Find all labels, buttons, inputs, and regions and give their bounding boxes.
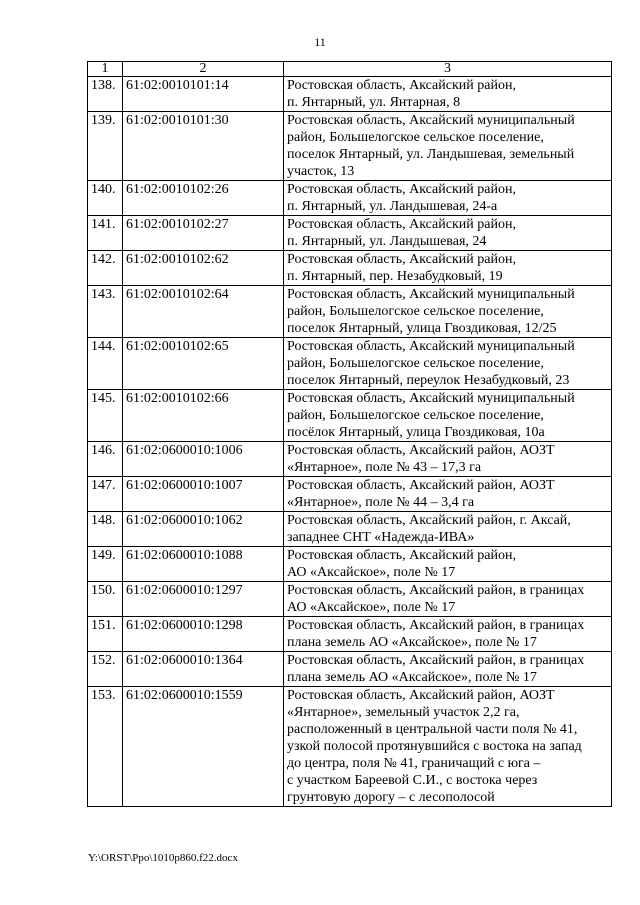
- cadastral-number-cell: 61:02:0600010:1007: [123, 477, 284, 512]
- row-number-cell: 148.: [88, 512, 123, 547]
- cadastral-number-cell: 61:02:0010102:26: [123, 181, 284, 216]
- address-cell: Ростовская область, Аксайский муниципальный район, Большелогское сельское поселение, поселок Янтарный, ул. Ландышевая, земельный участок, 13: [284, 112, 612, 181]
- table-row: [88, 547, 612, 582]
- row-number-cell: 151.: [88, 617, 123, 652]
- address-cell: Ростовская область, Аксайский муниципальный район, Большелогское сельское поселение, поселок Янтарный, улица Гвоздиковая, 12/25: [284, 286, 612, 338]
- table-row: [88, 617, 612, 652]
- table-row: [88, 286, 612, 338]
- address-cell: Ростовская область, Аксайский район, АО «Аксайское», поле № 17: [284, 547, 612, 582]
- address-cell: Ростовская область, Аксайский район, АОЗТ «Янтарное», поле № 44 – 3,4 га: [284, 477, 612, 512]
- row-number-cell: 141.: [88, 216, 123, 251]
- row-number-cell: 140.: [88, 181, 123, 216]
- row-number-cell: 139.: [88, 112, 123, 181]
- cadastral-number-cell: 61:02:0600010:1364: [123, 652, 284, 687]
- cadastral-number-cell: 61:02:0010102:66: [123, 390, 284, 442]
- table-row: [88, 687, 612, 807]
- column-header-1: 1: [88, 62, 123, 77]
- address-cell: Ростовская область, Аксайский муниципальный район, Большелогское сельское поселение, поселок Янтарный, переулок Незабудковый, 23: [284, 338, 612, 390]
- address-cell: Ростовская область, Аксайский район, АОЗТ «Янтарное», поле № 43 – 17,3 га: [284, 442, 612, 477]
- file-path-footer: Y:\ORST\Ppo\1010p860.f22.docx: [88, 852, 238, 864]
- address-cell: Ростовская область, Аксайский район, в границах плана земель АО «Аксайское», поле № 17: [284, 652, 612, 687]
- address-cell: Ростовская область, Аксайский район, п. Янтарный, ул. Ландышевая, 24-а: [284, 181, 612, 216]
- cadastral-number-cell: 61:02:0600010:1088: [123, 547, 284, 582]
- row-number-cell: 150.: [88, 582, 123, 617]
- land-plots-table: [87, 61, 612, 807]
- address-cell: Ростовская область, Аксайский район, АОЗТ «Янтарное», земельный участок 2,2 га, расположенный в центральной части поля № 41, узкой полосой протянувшийся с востока на запад до центра, поля № 41, граничащий с юга – с участком Бареевой С.И., с востока через грунтовую дорогу – с лесополосой: [284, 687, 612, 807]
- row-number-cell: 146.: [88, 442, 123, 477]
- table-row: [88, 582, 612, 617]
- table-row: [88, 112, 612, 181]
- cadastral-number-cell: 61:02:0600010:1006: [123, 442, 284, 477]
- address-cell: Ростовская область, Аксайский район, г. Аксай, западнее СНТ «Надежда-ИВА»: [284, 512, 612, 547]
- address-cell: Ростовская область, Аксайский район, в границах плана земель АО «Аксайское», поле № 17: [284, 617, 612, 652]
- table-row: [88, 216, 612, 251]
- cadastral-number-cell: 61:02:0010102:64: [123, 286, 284, 338]
- address-cell: Ростовская область, Аксайский район, в границах АО «Аксайское», поле № 17: [284, 582, 612, 617]
- column-header-3: 3: [284, 62, 612, 77]
- table-row: [88, 77, 612, 112]
- address-cell: Ростовская область, Аксайский район, п. Янтарный, ул. Янтарная, 8: [284, 77, 612, 112]
- page-number: 11: [314, 35, 326, 49]
- column-header-2: 2: [123, 62, 284, 77]
- cadastral-number-cell: 61:02:0010101:14: [123, 77, 284, 112]
- table-row: [88, 390, 612, 442]
- row-number-cell: 149.: [88, 547, 123, 582]
- row-number-cell: 138.: [88, 77, 123, 112]
- table-header-row: [88, 62, 612, 77]
- table-row: [88, 181, 612, 216]
- table-row: [88, 442, 612, 477]
- cadastral-number-cell: 61:02:0010102:65: [123, 338, 284, 390]
- row-number-cell: 145.: [88, 390, 123, 442]
- cadastral-number-cell: 61:02:0600010:1062: [123, 512, 284, 547]
- row-number-cell: 142.: [88, 251, 123, 286]
- cadastral-number-cell: 61:02:0600010:1559: [123, 687, 284, 807]
- address-cell: Ростовская область, Аксайский район, п. Янтарный, ул. Ландышевая, 24: [284, 216, 612, 251]
- row-number-cell: 153.: [88, 687, 123, 807]
- table-row: [88, 477, 612, 512]
- row-number-cell: 144.: [88, 338, 123, 390]
- row-number-cell: 147.: [88, 477, 123, 512]
- table-row: [88, 338, 612, 390]
- row-number-cell: 143.: [88, 286, 123, 338]
- address-cell: Ростовская область, Аксайский муниципальный район, Большелогское сельское поселение, посёлок Янтарный, улица Гвоздиковая, 10а: [284, 390, 612, 442]
- cadastral-number-cell: 61:02:0010101:30: [123, 112, 284, 181]
- table-row: [88, 251, 612, 286]
- cadastral-number-cell: 61:02:0600010:1297: [123, 582, 284, 617]
- address-cell: Ростовская область, Аксайский район, п. Янтарный, пер. Незабудковый, 19: [284, 251, 612, 286]
- row-number-cell: 152.: [88, 652, 123, 687]
- cadastral-number-cell: 61:02:0600010:1298: [123, 617, 284, 652]
- cadastral-number-cell: 61:02:0010102:62: [123, 251, 284, 286]
- cadastral-number-cell: 61:02:0010102:27: [123, 216, 284, 251]
- table-row: [88, 652, 612, 687]
- table-row: [88, 512, 612, 547]
